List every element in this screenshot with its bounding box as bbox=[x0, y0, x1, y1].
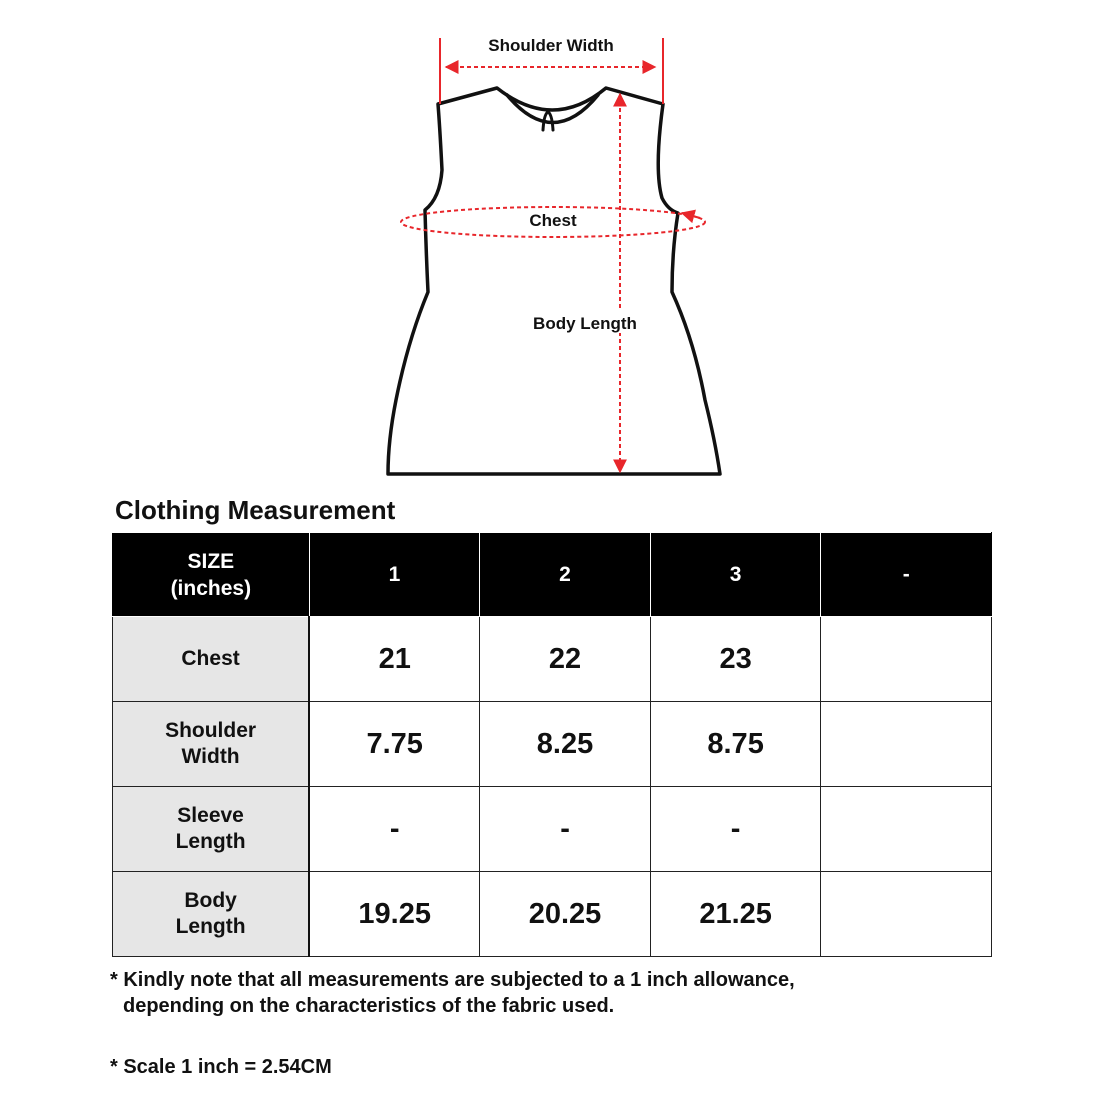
chest-measure bbox=[401, 207, 705, 237]
table-row bbox=[113, 702, 992, 787]
row-label-sleeve-length bbox=[113, 787, 310, 872]
size-column-header: 1 bbox=[309, 533, 480, 617]
table-cell: 7.75 bbox=[309, 702, 480, 787]
table-cell: 20.25 bbox=[480, 872, 651, 957]
section-title: Clothing Measurement bbox=[115, 495, 396, 525]
garment-body-outline bbox=[388, 88, 720, 474]
size-header-line1: SIZE bbox=[187, 549, 235, 573]
body-length-label: Body Length bbox=[533, 314, 637, 333]
allowance-note bbox=[110, 967, 795, 1019]
table-cell: - bbox=[309, 787, 480, 872]
chest-label: Chest bbox=[529, 211, 577, 230]
table-cell: 21.25 bbox=[650, 872, 821, 957]
table-cell: 8.75 bbox=[650, 702, 821, 787]
table-row bbox=[113, 787, 992, 872]
table-cell bbox=[821, 617, 992, 702]
allowance-note-line2: depending on the characteristics of the fabric used. bbox=[123, 995, 615, 1017]
row-label-line1: Sleeve bbox=[177, 804, 244, 827]
table-cell: - bbox=[650, 787, 821, 872]
row-label-body-length bbox=[113, 872, 310, 957]
table-row bbox=[113, 872, 992, 957]
size-column-header: - bbox=[821, 533, 992, 617]
row-label-line2: Length bbox=[175, 830, 246, 853]
row-label-shoulder-width bbox=[113, 702, 310, 787]
size-header-cell bbox=[113, 533, 310, 617]
table-cell: 19.25 bbox=[309, 872, 480, 957]
allowance-note-line1: * Kindly note that all measurements are subjected to a 1 inch allowance, bbox=[110, 969, 795, 991]
garment-diagram bbox=[0, 0, 1100, 500]
sleeveless-top-icon bbox=[388, 88, 720, 474]
size-header-line2: (inches) bbox=[170, 576, 252, 600]
table-cell: 8.25 bbox=[480, 702, 651, 787]
row-label-line1: Shoulder bbox=[165, 719, 257, 742]
table-cell bbox=[821, 872, 992, 957]
table-cell: 23 bbox=[650, 617, 821, 702]
row-label-line2: Width bbox=[181, 745, 240, 768]
row-label-line2: Length bbox=[175, 915, 246, 938]
shoulder-width-label: Shoulder Width bbox=[488, 36, 614, 55]
row-label-line1: Chest bbox=[181, 647, 240, 670]
size-chart-table bbox=[112, 532, 992, 957]
table-cell bbox=[821, 702, 992, 787]
table-row bbox=[113, 617, 992, 702]
size-column-header: 2 bbox=[480, 533, 651, 617]
table-cell: 22 bbox=[480, 617, 651, 702]
row-label-chest bbox=[113, 617, 310, 702]
table-cell: 21 bbox=[309, 617, 480, 702]
table-cell bbox=[821, 787, 992, 872]
scale-note: * Scale 1 inch = 2.54CM bbox=[110, 1056, 332, 1078]
size-column-header: 3 bbox=[650, 533, 821, 617]
body-length-measure bbox=[528, 94, 644, 472]
table-cell: - bbox=[480, 787, 651, 872]
table-header-row bbox=[113, 533, 992, 617]
row-label-line1: Body bbox=[184, 889, 237, 912]
